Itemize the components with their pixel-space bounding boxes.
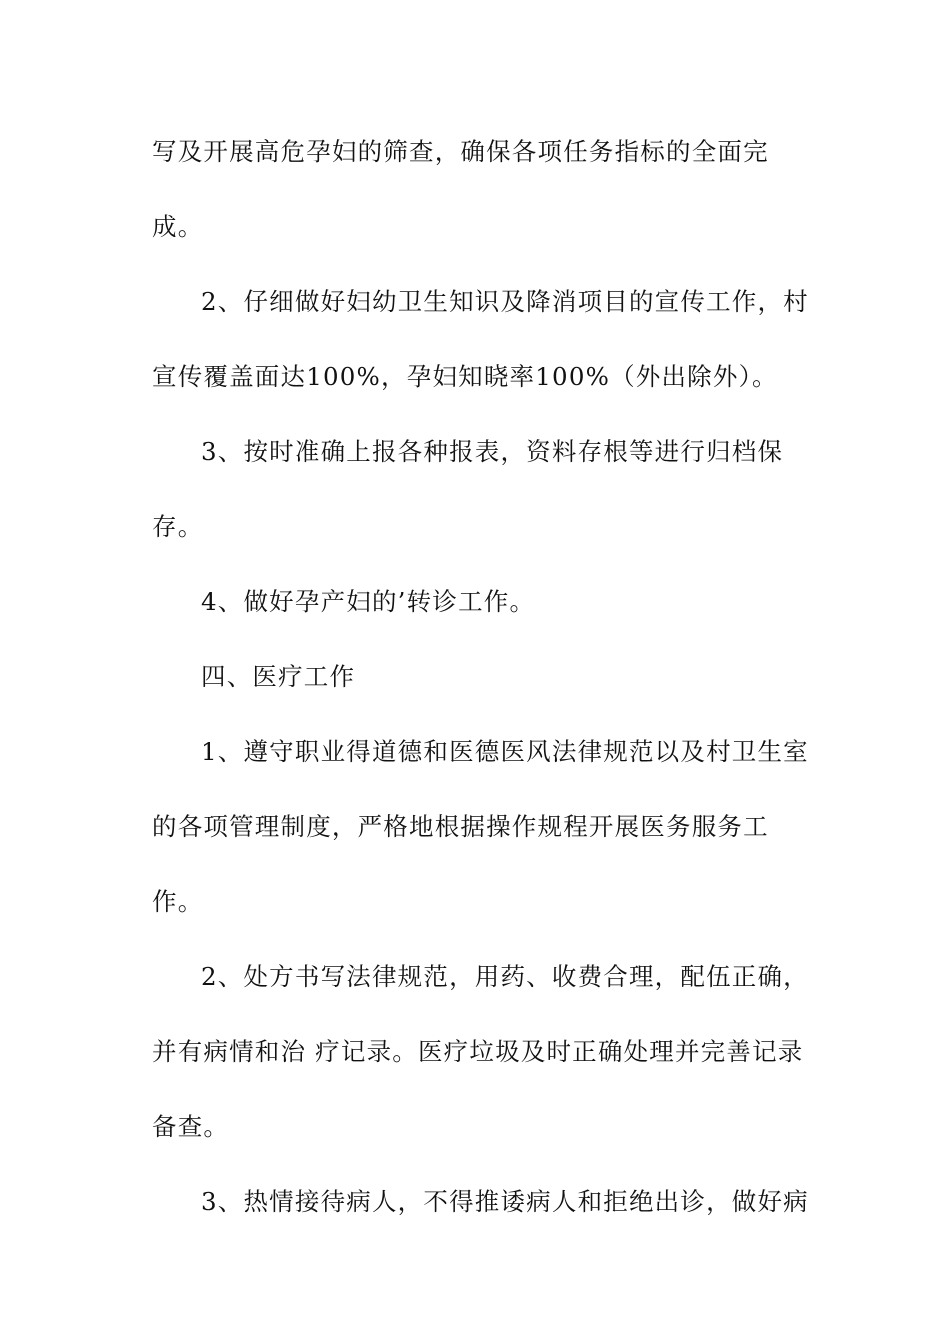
section-heading: 四、医疗工作 bbox=[201, 662, 356, 691]
text-line: 1、遵守职业得道德和医德医风法律规范以及村卫生室 bbox=[201, 737, 809, 766]
text-line: 4、做好孕产妇的’转诊工作。 bbox=[201, 587, 536, 616]
text-line: 宣传覆盖面达100%，孕妇知晓率100%（外出除外）。 bbox=[152, 362, 778, 391]
text-line: 写及开展高危孕妇的筛查，确保各项任务指标的全面完 bbox=[152, 137, 769, 166]
text-line: 备查。 bbox=[152, 1112, 230, 1141]
text-line: 2、处方书写法律规范，用药、收费合理，配伍正确， bbox=[201, 962, 809, 991]
text-line: 2、仔细做好妇幼卫生知识及降消项目的宣传工作，村 bbox=[201, 287, 809, 316]
text-line: 3、热情接待病人，不得推诿病人和拒绝出诊，做好病 bbox=[201, 1187, 809, 1216]
text-line: 3、按时准确上报各种报表，资料存根等进行归档保 bbox=[201, 437, 784, 466]
text-line: 的各项管理制度，严格地根据操作规程开展医务服务工 bbox=[152, 812, 769, 841]
text-line: 作。 bbox=[152, 887, 204, 916]
text-line: 存。 bbox=[152, 512, 204, 541]
text-line: 成。 bbox=[152, 212, 204, 241]
text-line: 并有病情和治 疗记录。医疗垃圾及时正确处理并完善记录 bbox=[152, 1037, 804, 1066]
